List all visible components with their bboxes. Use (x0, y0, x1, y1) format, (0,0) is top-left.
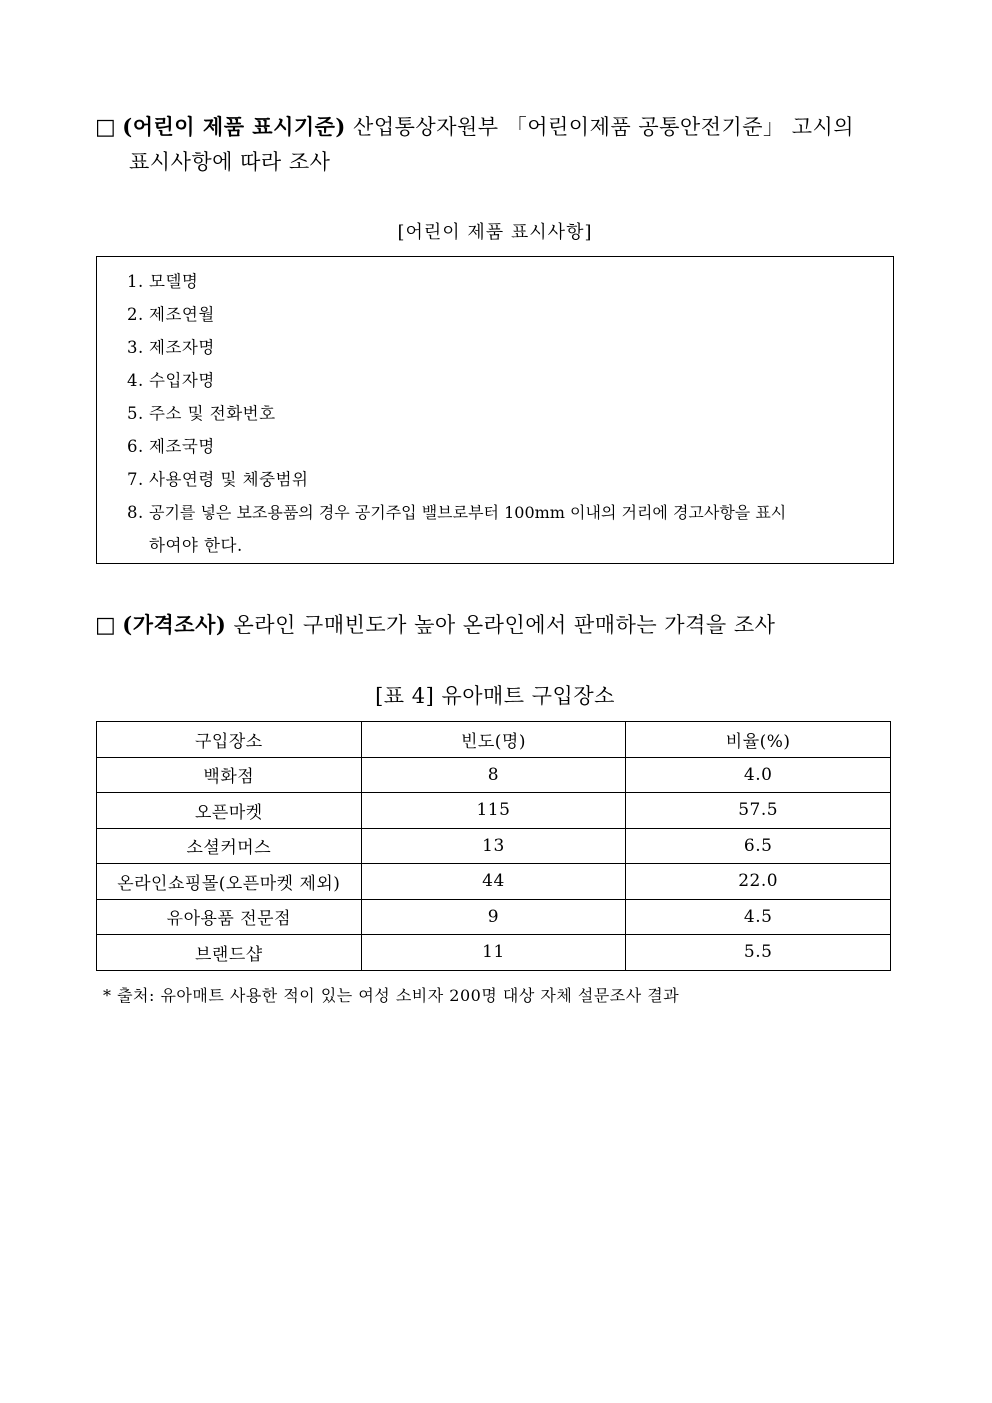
list-item (127, 265, 883, 298)
list-item (127, 397, 883, 430)
table-row (97, 864, 891, 900)
item-number: 8. (127, 503, 144, 522)
header-cell: 빈도(명) (361, 722, 626, 758)
table-cell: 4.0 (626, 757, 891, 793)
section-text-continued: 표시사항에 따라 조사 (129, 150, 331, 174)
section-heading-labeling (95, 110, 900, 179)
table-cell: 오픈마켓 (97, 793, 362, 829)
checkbox-marker-icon: □ (95, 115, 117, 140)
table-cell: 온라인쇼핑몰(오픈마켓 제외) (97, 864, 362, 900)
table-cell: 6.5 (626, 828, 891, 864)
item-text: 모델명 (149, 272, 199, 291)
table-row (97, 828, 891, 864)
header-cell: 구입장소 (97, 722, 362, 758)
table-cell: 57.5 (626, 793, 891, 829)
label-box-caption: [어린이 제품 표시사항] (397, 222, 593, 243)
item-text: 주소 및 전화번호 (149, 404, 276, 423)
list-item (127, 298, 883, 331)
item-text: 공기를 넣은 보조용품의 경우 공기주입 밸브로부터 100mm 이내의 거리에 경고사항을 표시 (149, 503, 787, 522)
table-cell: 브랜드샵 (97, 935, 362, 971)
item-number: 3. (127, 338, 144, 357)
table-row (97, 935, 891, 971)
checkbox-marker-icon: □ (95, 613, 117, 638)
list-item (127, 331, 883, 364)
item-number: 1. (127, 272, 144, 291)
section-text: 산업통상자원부 「어린이제품 공통안전기준」 고시의 (345, 115, 855, 139)
list-item (127, 463, 883, 496)
item-number: 2. (127, 305, 144, 324)
table-cell: 5.5 (626, 935, 891, 971)
item-number: 6. (127, 437, 144, 456)
item-text: 하여야 한다. (149, 536, 243, 555)
table-header-row (97, 722, 891, 758)
table-cell: 8 (361, 757, 626, 793)
table-cell: 22.0 (626, 864, 891, 900)
table-source-note: * 출처: 유아매트 사용한 적이 있는 여성 소비자 200명 대상 자체 설문조사 결과 (103, 986, 680, 1005)
labeling-items-box (96, 256, 894, 564)
item-text: 수입자명 (149, 371, 215, 390)
item-number: 7. (127, 470, 144, 489)
list-item (127, 364, 883, 397)
header-cell: 비율(%) (626, 722, 891, 758)
list-item (127, 496, 883, 529)
table-row (97, 793, 891, 829)
table-cell: 4.5 (626, 899, 891, 935)
table-cell: 유아용품 전문점 (97, 899, 362, 935)
item-text: 사용연령 및 체중범위 (149, 470, 309, 489)
item-number (127, 529, 149, 562)
table-cell: 9 (361, 899, 626, 935)
item-number: 4. (127, 371, 144, 390)
table-cell: 백화점 (97, 757, 362, 793)
section-heading-price-survey (95, 608, 900, 643)
table-caption: [표 4] 유아매트 구입장소 (375, 684, 615, 708)
item-text: 제조연월 (149, 305, 215, 324)
purchase-location-table (96, 721, 891, 971)
item-text: 제조국명 (149, 437, 215, 456)
table-cell: 소셜커머스 (97, 828, 362, 864)
table-cell: 115 (361, 793, 626, 829)
table-cell: 44 (361, 864, 626, 900)
section-title-bold: (가격조사) (122, 612, 227, 637)
table-cell: 11 (361, 935, 626, 971)
list-item (127, 430, 883, 463)
list-item (127, 529, 883, 562)
table-row (97, 899, 891, 935)
section-title-bold: (어린이 제품 표시기준) (122, 114, 346, 139)
item-text: 제조자명 (149, 338, 215, 357)
section-text: 온라인 구매빈도가 높아 온라인에서 판매하는 가격을 조사 (226, 613, 776, 637)
table-cell: 13 (361, 828, 626, 864)
item-number: 5. (127, 404, 144, 423)
table-row (97, 757, 891, 793)
